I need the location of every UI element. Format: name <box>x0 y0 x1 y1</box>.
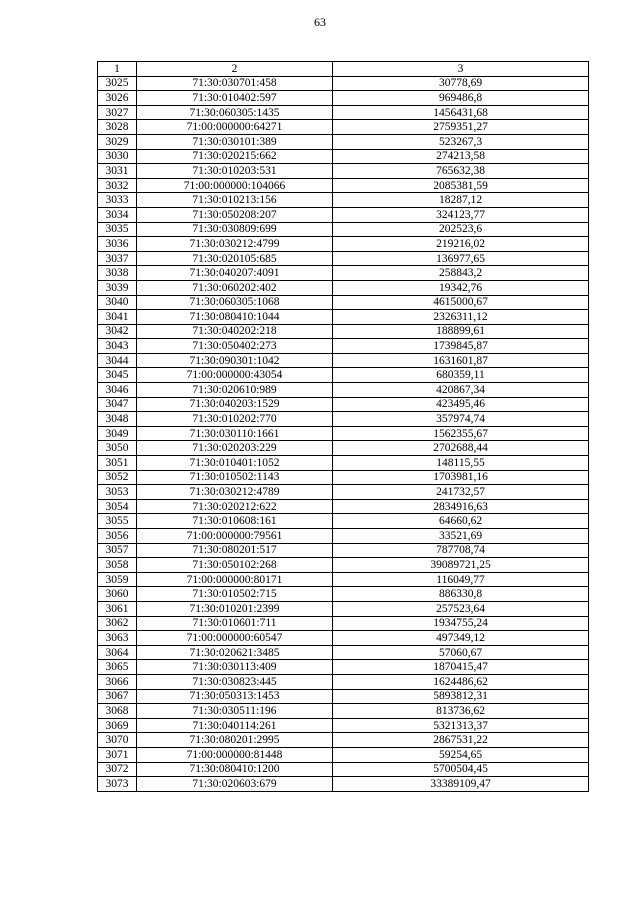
value-cell: 5700504,45 <box>333 762 589 777</box>
cadastral-number-cell: 71:30:080201:517 <box>137 543 333 558</box>
table-row <box>98 601 589 616</box>
table-row <box>98 295 589 310</box>
value-cell: 2326311,12 <box>333 310 589 325</box>
cadastral-number-cell: 71:30:040114:261 <box>137 718 333 733</box>
value-cell: 202523,6 <box>333 222 589 237</box>
row-number-cell: 3055 <box>98 514 137 529</box>
row-number-cell: 3035 <box>98 222 137 237</box>
row-number-cell: 3043 <box>98 339 137 354</box>
table-row <box>98 222 589 237</box>
value-cell: 33389109,47 <box>333 777 589 792</box>
table-row <box>98 251 589 266</box>
cadastral-number-cell: 71:00:000000:64271 <box>137 120 333 135</box>
row-number-cell: 3025 <box>98 76 137 91</box>
cadastral-number-cell: 71:30:050313:1453 <box>137 689 333 704</box>
value-cell: 523267,3 <box>333 134 589 149</box>
table-row <box>98 587 589 602</box>
row-number-cell: 3040 <box>98 295 137 310</box>
cadastral-number-cell: 71:00:000000:79561 <box>137 529 333 544</box>
row-number-cell: 3065 <box>98 660 137 675</box>
value-cell: 2759351,27 <box>333 120 589 135</box>
table-row <box>98 76 589 91</box>
row-number-cell: 3039 <box>98 280 137 295</box>
row-number-cell: 3057 <box>98 543 137 558</box>
row-number-cell: 3030 <box>98 149 137 164</box>
cadastral-number-cell: 71:30:030701:458 <box>137 76 333 91</box>
data-table <box>97 61 589 792</box>
value-cell: 33521,69 <box>333 529 589 544</box>
cadastral-number-cell: 71:30:060305:1435 <box>137 105 333 120</box>
cadastral-number-cell: 71:30:080410:1044 <box>137 310 333 325</box>
row-number-cell: 3064 <box>98 645 137 660</box>
table-row <box>98 310 589 325</box>
cadastral-number-cell: 71:30:020212:622 <box>137 499 333 514</box>
cadastral-number-cell: 71:30:050102:268 <box>137 558 333 573</box>
cadastral-number-cell: 71:30:080201:2995 <box>137 733 333 748</box>
cadastral-number-cell: 71:30:010502:1143 <box>137 470 333 485</box>
table-row <box>98 718 589 733</box>
value-cell: 1703981,16 <box>333 470 589 485</box>
cadastral-number-cell: 71:30:020215:662 <box>137 149 333 164</box>
row-number-cell: 3038 <box>98 266 137 281</box>
table-row <box>98 426 589 441</box>
row-number-cell: 3051 <box>98 456 137 471</box>
cadastral-number-cell: 71:30:060305:1068 <box>137 295 333 310</box>
table-row <box>98 91 589 106</box>
table-row <box>98 178 589 193</box>
row-number-cell: 3067 <box>98 689 137 704</box>
cadastral-number-cell: 71:30:080410:1200 <box>137 762 333 777</box>
table-row <box>98 631 589 646</box>
table-row <box>98 470 589 485</box>
table-row <box>98 733 589 748</box>
table-row <box>98 397 589 412</box>
row-number-cell: 3061 <box>98 601 137 616</box>
cadastral-number-cell: 71:30:010502:715 <box>137 587 333 602</box>
table-row <box>98 777 589 792</box>
table-row <box>98 689 589 704</box>
value-cell: 2834916,63 <box>333 499 589 514</box>
table-row <box>98 164 589 179</box>
row-number-cell: 3026 <box>98 91 137 106</box>
table-row <box>98 485 589 500</box>
cadastral-number-cell: 71:30:030113:409 <box>137 660 333 675</box>
value-cell: 680359,11 <box>333 368 589 383</box>
row-number-cell: 3070 <box>98 733 137 748</box>
table-row <box>98 412 589 427</box>
row-number-cell: 3053 <box>98 485 137 500</box>
value-cell: 1739845,87 <box>333 339 589 354</box>
table-row <box>98 266 589 281</box>
cadastral-number-cell: 71:30:060202:402 <box>137 280 333 295</box>
row-number-cell: 3037 <box>98 251 137 266</box>
table-row <box>98 543 589 558</box>
value-cell: 1456431,68 <box>333 105 589 120</box>
row-number-cell: 3072 <box>98 762 137 777</box>
row-number-cell: 3063 <box>98 631 137 646</box>
row-number-cell: 3048 <box>98 412 137 427</box>
row-number-cell: 3056 <box>98 529 137 544</box>
value-cell: 188899,61 <box>333 324 589 339</box>
value-cell: 5321313,37 <box>333 718 589 733</box>
row-number-cell: 3066 <box>98 674 137 689</box>
value-cell: 19342,76 <box>333 280 589 295</box>
value-cell: 2085381,59 <box>333 178 589 193</box>
table-row <box>98 514 589 529</box>
table-row <box>98 134 589 149</box>
table-row <box>98 193 589 208</box>
cadastral-number-cell: 71:30:020621:3485 <box>137 645 333 660</box>
row-number-cell: 3029 <box>98 134 137 149</box>
cadastral-number-cell: 71:00:000000:43054 <box>137 368 333 383</box>
value-cell: 258843,2 <box>333 266 589 281</box>
value-cell: 4615000,67 <box>333 295 589 310</box>
cadastral-number-cell: 71:00:000000:60547 <box>137 631 333 646</box>
value-cell: 813736,62 <box>333 704 589 719</box>
cadastral-number-cell: 71:30:010202:770 <box>137 412 333 427</box>
value-cell: 1870415,47 <box>333 660 589 675</box>
cadastral-number-cell: 71:00:000000:80171 <box>137 572 333 587</box>
cadastral-number-cell: 71:30:010608:161 <box>137 514 333 529</box>
cadastral-number-cell: 71:30:010601:711 <box>137 616 333 631</box>
cadastral-number-cell: 71:30:010401:1052 <box>137 456 333 471</box>
cadastral-number-cell: 71:30:040202:218 <box>137 324 333 339</box>
value-cell: 324123,77 <box>333 207 589 222</box>
cadastral-number-cell: 71:30:010203:531 <box>137 164 333 179</box>
cadastral-number-cell: 71:30:020203:229 <box>137 441 333 456</box>
value-cell: 2867531,22 <box>333 733 589 748</box>
value-cell: 59254,65 <box>333 747 589 762</box>
table-row <box>98 353 589 368</box>
table-row <box>98 499 589 514</box>
cadastral-number-cell: 71:30:030809:699 <box>137 222 333 237</box>
cadastral-number-cell: 71:30:010201:2399 <box>137 601 333 616</box>
table-row <box>98 660 589 675</box>
row-number-cell: 3041 <box>98 310 137 325</box>
value-cell: 274213,58 <box>333 149 589 164</box>
value-cell: 420867,34 <box>333 383 589 398</box>
row-number-cell: 3058 <box>98 558 137 573</box>
value-cell: 423495,46 <box>333 397 589 412</box>
table-row <box>98 149 589 164</box>
row-number-cell: 3059 <box>98 572 137 587</box>
table-row <box>98 324 589 339</box>
value-cell: 497349,12 <box>333 631 589 646</box>
row-number-cell: 3054 <box>98 499 137 514</box>
table-row <box>98 674 589 689</box>
value-cell: 136977,65 <box>333 251 589 266</box>
row-number-cell: 3060 <box>98 587 137 602</box>
value-cell: 765632,38 <box>333 164 589 179</box>
cadastral-number-cell: 71:30:010402:597 <box>137 91 333 106</box>
cadastral-number-cell: 71:30:030212:4789 <box>137 485 333 500</box>
row-number-cell: 3036 <box>98 237 137 252</box>
column-header: 3 <box>333 62 589 77</box>
cadastral-number-cell: 71:30:020105:685 <box>137 251 333 266</box>
row-number-cell: 3062 <box>98 616 137 631</box>
cadastral-number-cell: 71:30:020610:989 <box>137 383 333 398</box>
row-number-cell: 3068 <box>98 704 137 719</box>
row-number-cell: 3042 <box>98 324 137 339</box>
row-number-cell: 3047 <box>98 397 137 412</box>
value-cell: 39089721,25 <box>333 558 589 573</box>
value-cell: 18287,12 <box>333 193 589 208</box>
table-row <box>98 529 589 544</box>
table-row <box>98 368 589 383</box>
cadastral-number-cell: 71:30:030823:445 <box>137 674 333 689</box>
cadastral-number-cell: 71:30:010213:156 <box>137 193 333 208</box>
value-cell: 148115,55 <box>333 456 589 471</box>
row-number-cell: 3044 <box>98 353 137 368</box>
cadastral-number-cell: 71:30:040207:4091 <box>137 266 333 281</box>
table-row <box>98 441 589 456</box>
row-number-cell: 3031 <box>98 164 137 179</box>
table-row <box>98 704 589 719</box>
value-cell: 2702688,44 <box>333 441 589 456</box>
table-row <box>98 383 589 398</box>
cadastral-number-cell: 71:30:090301:1042 <box>137 353 333 368</box>
cadastral-number-cell: 71:30:040203:1529 <box>137 397 333 412</box>
value-cell: 241732,57 <box>333 485 589 500</box>
value-cell: 1934755,24 <box>333 616 589 631</box>
table-body <box>98 62 589 792</box>
value-cell: 116049,77 <box>333 572 589 587</box>
table-row <box>98 747 589 762</box>
table-row <box>98 762 589 777</box>
row-number-cell: 3052 <box>98 470 137 485</box>
table-row <box>98 237 589 252</box>
row-number-cell: 3033 <box>98 193 137 208</box>
value-cell: 5893812,31 <box>333 689 589 704</box>
table-row <box>98 645 589 660</box>
cadastral-number-cell: 71:00:000000:104066 <box>137 178 333 193</box>
value-cell: 357974,74 <box>333 412 589 427</box>
column-header: 2 <box>137 62 333 77</box>
table-row <box>98 280 589 295</box>
cadastral-number-cell: 71:30:050208:207 <box>137 207 333 222</box>
row-number-cell: 3045 <box>98 368 137 383</box>
row-number-cell: 3049 <box>98 426 137 441</box>
table-row <box>98 207 589 222</box>
table-row <box>98 572 589 587</box>
row-number-cell: 3034 <box>98 207 137 222</box>
table-header-row <box>98 62 589 77</box>
column-header: 1 <box>98 62 137 77</box>
table-row <box>98 339 589 354</box>
cadastral-number-cell: 71:30:030212:4799 <box>137 237 333 252</box>
value-cell: 1562355,67 <box>333 426 589 441</box>
value-cell: 886330,8 <box>333 587 589 602</box>
table-row <box>98 105 589 120</box>
value-cell: 1631601,87 <box>333 353 589 368</box>
page-number: 63 <box>314 15 326 29</box>
row-number-cell: 3046 <box>98 383 137 398</box>
cadastral-number-cell: 71:30:030101:389 <box>137 134 333 149</box>
value-cell: 787708,74 <box>333 543 589 558</box>
value-cell: 969486,8 <box>333 91 589 106</box>
table-row <box>98 558 589 573</box>
value-cell: 219216,02 <box>333 237 589 252</box>
row-number-cell: 3032 <box>98 178 137 193</box>
value-cell: 257523,64 <box>333 601 589 616</box>
row-number-cell: 3073 <box>98 777 137 792</box>
cadastral-number-cell: 71:00:000000:81448 <box>137 747 333 762</box>
value-cell: 64660,62 <box>333 514 589 529</box>
row-number-cell: 3028 <box>98 120 137 135</box>
cadastral-number-cell: 71:30:030110:1661 <box>137 426 333 441</box>
value-cell: 57060,67 <box>333 645 589 660</box>
cadastral-number-cell: 71:30:050402:273 <box>137 339 333 354</box>
row-number-cell: 3071 <box>98 747 137 762</box>
table-row <box>98 616 589 631</box>
table-row <box>98 456 589 471</box>
table-row <box>98 120 589 135</box>
row-number-cell: 3050 <box>98 441 137 456</box>
value-cell: 30778,69 <box>333 76 589 91</box>
cadastral-number-cell: 71:30:030511:196 <box>137 704 333 719</box>
cadastral-number-cell: 71:30:020603:679 <box>137 777 333 792</box>
row-number-cell: 3069 <box>98 718 137 733</box>
row-number-cell: 3027 <box>98 105 137 120</box>
value-cell: 1624486,62 <box>333 674 589 689</box>
